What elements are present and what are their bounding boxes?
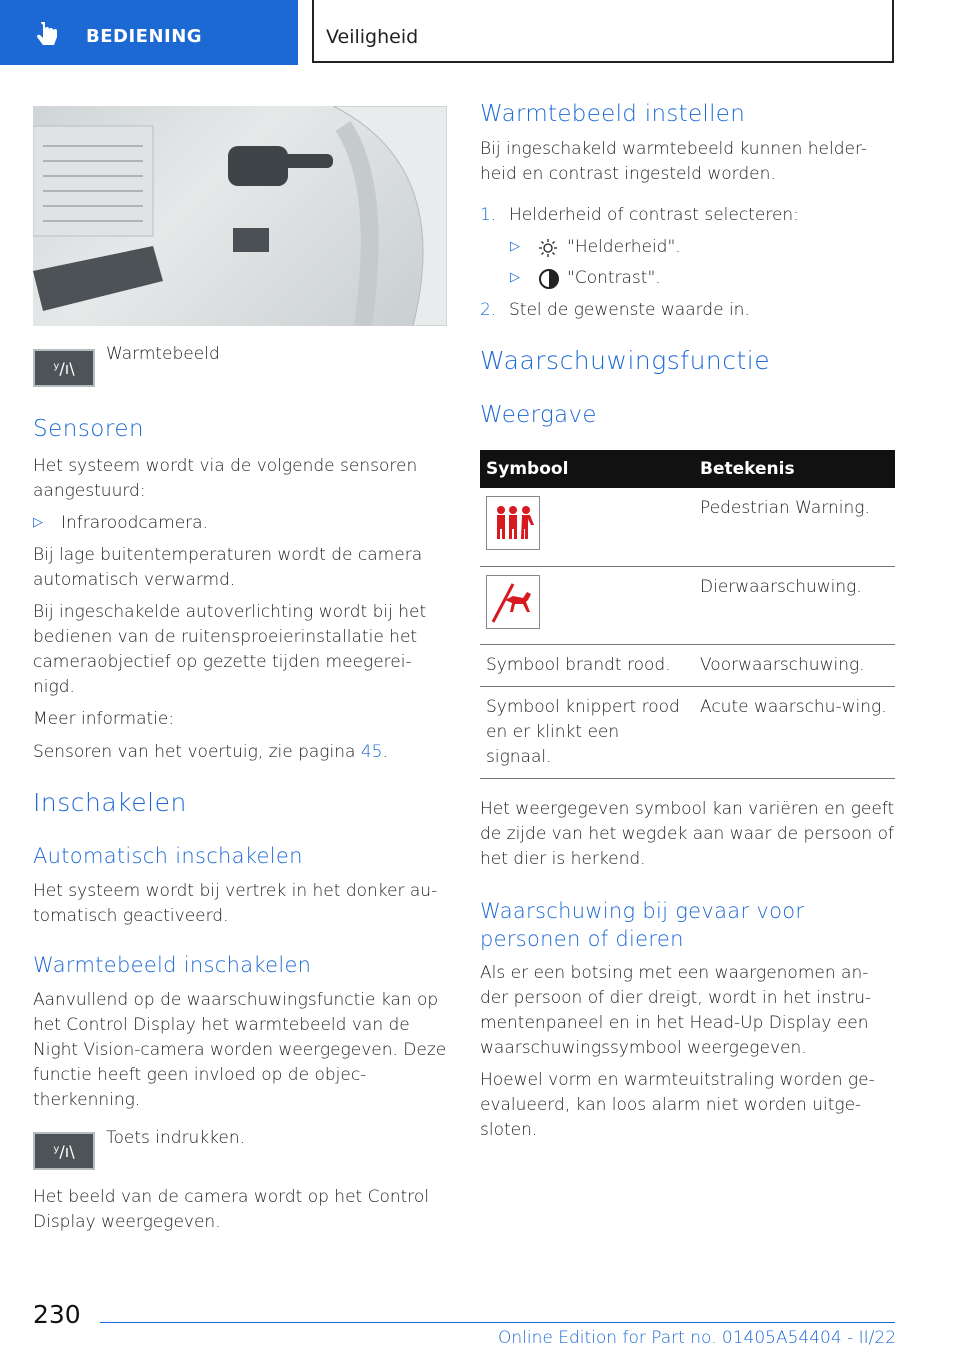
- triangle-bullet-icon: ▷: [510, 239, 520, 254]
- table-cell-meaning: Pedestrian Warning.: [694, 488, 895, 566]
- sensoren-cleaning: Bij ingeschakelde autoverlichting wordt bij het bedienen van de ruitensproeierinstallatie het cameraobjectief op gezette tijden meegerei‐nigd.: [33, 602, 427, 697]
- triangle-bullet-icon: ▷: [33, 515, 43, 530]
- heading-automatisch: Automatisch inschakelen: [33, 844, 303, 868]
- sensoren-reference: Sensoren van het voertuig, zie pagina 45.: [33, 742, 388, 762]
- automatisch-text: Het systeem wordt bij vertrek in het donker au‐tomatisch geactiveerd.: [33, 881, 438, 926]
- table-cell-symbol: Symbool knippert rood en er klinkt een signaal.: [480, 686, 694, 778]
- table-cell-meaning: Acute waarschu‐wing.: [694, 686, 895, 778]
- table-cell-meaning: Dierwaarschuwing.: [694, 566, 895, 644]
- table-header-row: [480, 450, 895, 488]
- dashboard-illustration: [33, 106, 447, 326]
- heading-inschakelen: Inschakelen: [33, 788, 187, 817]
- sensoren-heating: Bij lage buitentemperaturen wordt de camera automatisch verwarmd.: [33, 545, 423, 590]
- table-header-symbool: Symbool: [480, 450, 694, 488]
- night-vision-button-icon: [33, 349, 95, 387]
- svg-text:ʸ/ı\: ʸ/ı\: [53, 359, 75, 378]
- dashboard-photo: [33, 106, 447, 326]
- heading-waarschuwingsfunctie: Waarschuwingsfunctie: [480, 346, 771, 375]
- heading-gevaar: Waarschuwing bij gevaar voor personen of dieren: [480, 899, 805, 951]
- chapter-tab: [0, 0, 298, 65]
- table-cell-meaning: Voorwaarschuwing.: [694, 644, 895, 686]
- table-row: [480, 566, 895, 644]
- step-1: 1. Helderheid of contrast selecteren:: [480, 205, 799, 225]
- hand-pointer-icon: [34, 22, 62, 50]
- page-number: 230: [33, 1300, 81, 1329]
- table-row: [480, 644, 895, 686]
- section-header: [312, 0, 894, 63]
- table-header-betekenis: Betekenis: [694, 450, 895, 488]
- symbol-variation-text: Het weergegeven symbool kan variëren en geeft de zijde van het wegdek aan waar de persoon of het dier is herkend.: [480, 799, 895, 869]
- night-vision-button-icon: [33, 1132, 95, 1170]
- warmtebeeld-text: Aanvullend op de waarschuwingsfunctie kan op het Control Display het warmtebeeld van de Night Vision-camera worden weergegeven. Deze functie heeft geen invloed op de objec‐therkenning.: [33, 990, 447, 1110]
- animal-warning-icon: [486, 575, 540, 629]
- heading-weergave: Weergave: [480, 402, 597, 428]
- gevaar-text-1: Als er een botsing met een waargenomen an‐der persoon of dier dreigt, wordt in het instru‐mentenpaneel en in het Head-Up Display een waarschuwingssymbool weergegeven.: [480, 963, 872, 1058]
- substep-helderheid: ▷ "Helderheid".: [510, 237, 681, 257]
- triangle-bullet-icon: ▷: [510, 270, 520, 285]
- symbol-table: [480, 450, 895, 779]
- image-caption: Warmtebeeld: [106, 344, 220, 364]
- gevaar-text-2: Hoewel vorm en warmteuitstraling worden ge‐evalueerd, kan loos alarm niet worden uitge‐sloten.: [480, 1070, 875, 1140]
- table-cell-symbol: Symbool brandt rood.: [480, 644, 694, 686]
- pedestrian-warning-icon: [486, 496, 540, 550]
- table-cell-symbol: [480, 488, 694, 566]
- heading-warmtebeeld-inschakelen: Warmtebeeld inschakelen: [33, 953, 312, 977]
- camera-display-text: Het beeld van de camera wordt op het Control Display weergegeven.: [33, 1187, 430, 1232]
- page-link[interactable]: 45: [360, 742, 383, 762]
- sensoren-bullet: ▷ Infraroodcamera.: [33, 513, 208, 533]
- svg-text:ʸ/ı\: ʸ/ı\: [53, 1142, 75, 1161]
- heading-instellen: Warmtebeeld instellen: [480, 101, 746, 127]
- heading-sensoren: Sensoren: [33, 416, 145, 442]
- contrast-icon: [538, 268, 560, 290]
- substep-contrast: ▷ "Contrast".: [510, 268, 661, 288]
- footer-divider: [100, 1322, 895, 1323]
- table-row: [480, 686, 895, 778]
- step-2: 2. Stel de gewenste waarde in.: [480, 300, 750, 320]
- toets-text: Toets indrukken.: [106, 1128, 246, 1148]
- instellen-text: Bij ingeschakeld warmtebeeld kunnen helder‐heid en contrast ingesteld worden.: [480, 139, 867, 184]
- table-row: [480, 488, 895, 566]
- table-cell-symbol: [480, 566, 694, 644]
- chapter-title: BEDIENING: [86, 26, 203, 47]
- section-title: Veiligheid: [326, 26, 419, 48]
- sensoren-intro: Het systeem wordt via de volgende sensoren aangestuurd:: [33, 456, 418, 501]
- edition-text: Online Edition for Part no. 01405A54404 - II/22: [498, 1328, 897, 1348]
- sun-brightness-icon: [538, 238, 558, 258]
- more-info-label: Meer informatie:: [33, 709, 175, 729]
